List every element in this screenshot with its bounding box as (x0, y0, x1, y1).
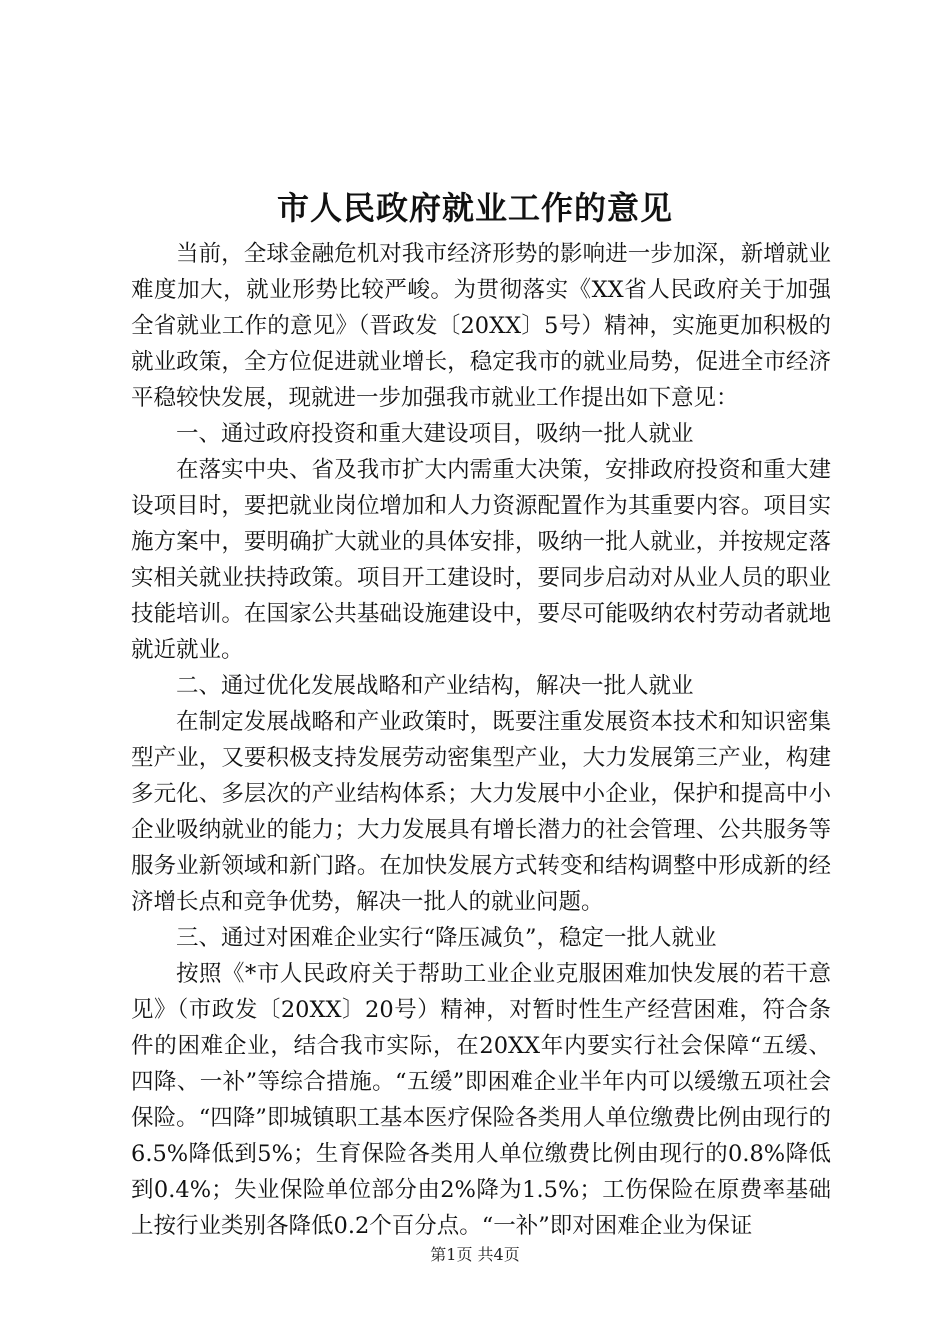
section-paragraph-2: 在制定发展战略和产业政策时，既要注重发展资本技术和知识密集型产业，又要积极支持发展劳动密集型产业，大力发展第三产业，构建多元化、多层次的产业结构体系；大力发展中小企业，保护和提高中小企业吸纳就业的能力；大力发展具有增长潜力的社会管理、公共服务等服务业新领域和新门路。在加快发展方式转变和结构调整中形成新的经济增长点和竞争优势，解决一批人的就业问题。 (131, 709, 831, 915)
section-heading-1: 一、通过政府投资和重大建设项目，吸纳一批人就业 (176, 421, 694, 447)
section-paragraph-3: 按照《*市人民政府关于帮助工业企业克服困难加快发展的若干意见》（市政发〔20XX〕20号）精神，对暂时性生产经营困难，符合条件的困难企业，结合我市实际，在20XX年内要实行社会保障“五缓、四降、一补”等综合措施。“五缓”即困难企业半年内可以缓缴五项社会保险。“四降”即城镇职工基本医疗保险各类用人单位缴费比例由现行的6.5%降低到5%；生育保险各类用人单位缴费比例由现行的0.8%降低到0.4%；失业保险单位部分由2%降为1.5%；工伤保险在原费率基础上按行业类别各降低0.2个百分点。“一补”即对困难企业为保证 (131, 961, 831, 1239)
section-paragraph-1: 在落实中央、省及我市扩大内需重大决策，安排政府投资和重大建设项目时，要把就业岗位增加和人力资源配置作为其重要内容。项目实施方案中，要明确扩大就业的具体安排，吸纳一批人就业，并按规定落实相关就业扶持政策。项目开工建设时，要同步启动对从业人员的职业技能培训。在国家公共基础设施建设中，要尽可能吸纳农村劳动者就地就近就业。 (131, 457, 831, 663)
section-heading-2: 二、通过优化发展战略和产业结构，解决一批人就业 (176, 673, 694, 699)
page-footer: 第1页 共4页 (430, 1245, 520, 1264)
section-heading-3: 三、通过对困难企业实行“降压减负”，稳定一批人就业 (176, 925, 717, 951)
intro-paragraph: 当前，全球金融危机对我市经济形势的影响进一步加深，新增就业难度加大，就业形势比较严峻。为贯彻落实《XX省人民政府关于加强全省就业工作的意见》（晋政发〔20XX〕5号）精神，实施更加积极的就业政策，全方位促进就业增长，稳定我市的就业局势，促进全市经济平稳较快发展，现就进一步加强我市就业工作提出如下意见： (131, 241, 831, 411)
document-title: 市人民政府就业工作的意见 (276, 189, 673, 227)
document-body (131, 236, 831, 1244)
